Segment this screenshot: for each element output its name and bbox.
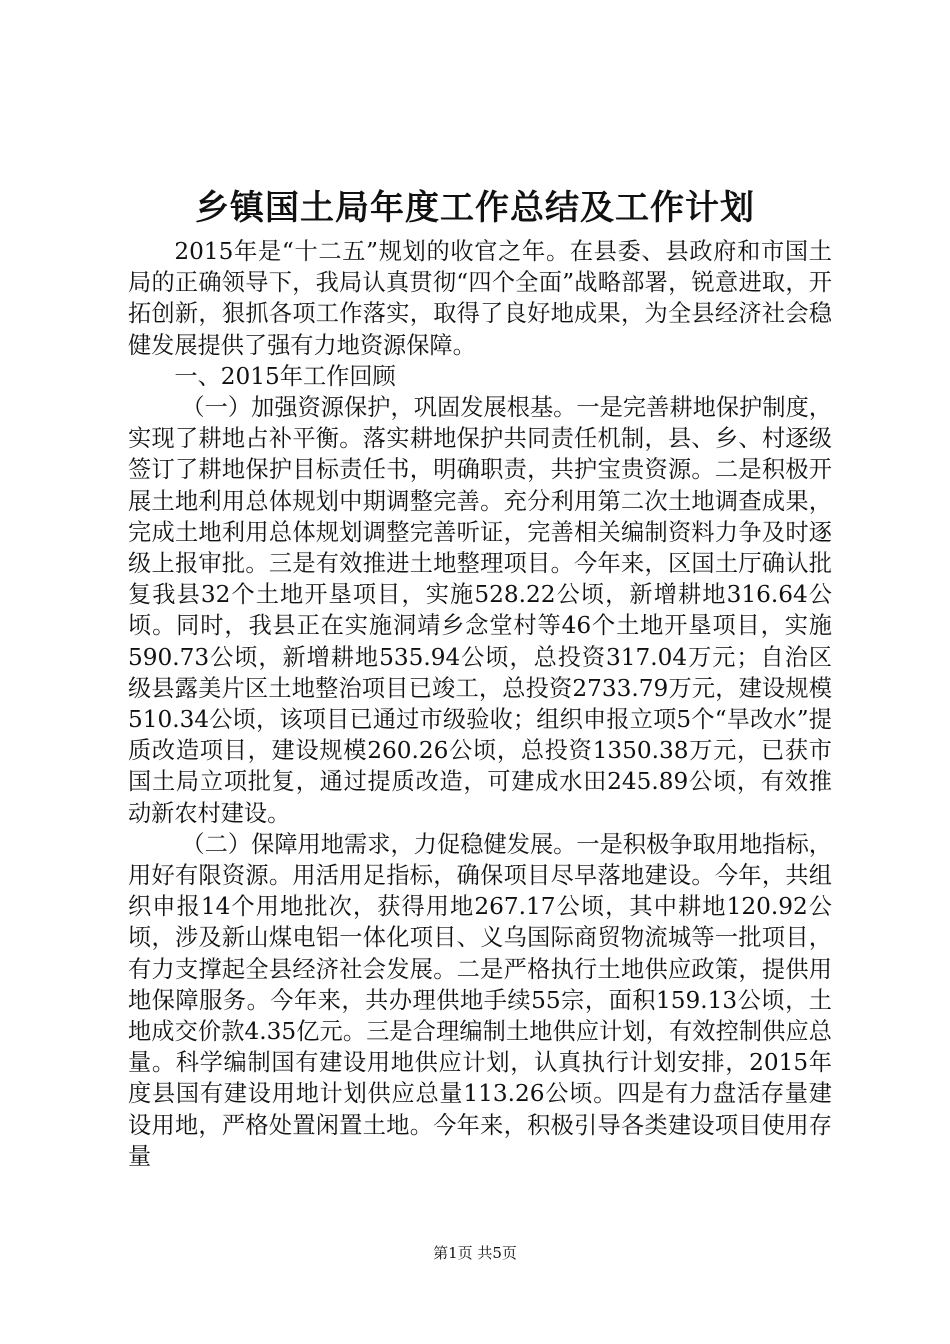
subsection-paragraph-1: （一）加强资源保护，巩固发展根基。一是完善耕地保护制度，实现了耕地占补平衡。落实耕地保护共同责任机制，县、乡、村逐级签订了耕地保护目标责任书，明确职责，共护宝贵资源。二是积极开展土地利用总体规划中期调整完善。充分利用第二次土地调查成果，完成土地利用总体规划调整完善听证，完善相关编制资料力争及时逐级上报审批。三是有效推进土地整理项目。今年来，区国土厅确认批复我县32个土地开垦项目，实施528.22公顷，新增耕地316.64公顷。同时，我县正在实施洞靖乡念堂村等46个土地开垦项目，实施590.73公顷，新增耕地535.94公顷，总投资317.04万元；自治区级县露美片区土地整治项目已竣工，总投资2733.79万元，建设规模510.34公顷，该项目已通过市级验收；组织申报立项5个“旱改水”提质改造项目，建设规模260.26公顷，总投资1350.38万元，已获市国土局立项批复，通过提质改造，可建成水田245.89公顷，有效推动新农村建设。 <box>128 394 832 827</box>
section-heading: 一、2015年工作回顾 <box>174 362 396 390</box>
intro-paragraph: 2015年是“十二五”规划的收官之年。在县委、县政府和市国土局的正确领导下，我局认真贯彻“四个全面”战略部署，锐意进取，开拓创新，狠抓各项工作落实，取得了良好地成果，为全县经济社会稳健发展提供了强有力地资源保障。 <box>128 238 832 359</box>
subsection-paragraph-2: （二）保障用地需求，力促稳健发展。一是积极争取用地指标，用好有限资源。用活用足指标，确保项目尽早落地建设。今年，共组织申报14个用地批次，获得用地267.17公顷，其中耕地120.92公顷，涉及新山煤电铝一体化项目、义乌国际商贸物流城等一批项目，有力支撑起全县经济社会发展。二是严格执行土地供应政策，提供用地保障服务。今年来，共办理供地手续55宗，面积159.13公顷，土地成交价款4.35亿元。三是合理编制土地供应计划，有效控制供应总量。科学编制国有建设用地供应计划，认真执行计划安排，2015年度县国有建设用地计划供应总量113.26公顷。四是有力盘活存量建设用地，严格处置闲置土地。今年来，积极引导各类建设项目使用存量 <box>128 830 832 1170</box>
page-footer: 第1页 共5页 <box>433 1244 517 1262</box>
document-title: 乡镇国土局年度工作总结及工作计划 <box>195 188 755 228</box>
document-body <box>128 236 832 1172</box>
